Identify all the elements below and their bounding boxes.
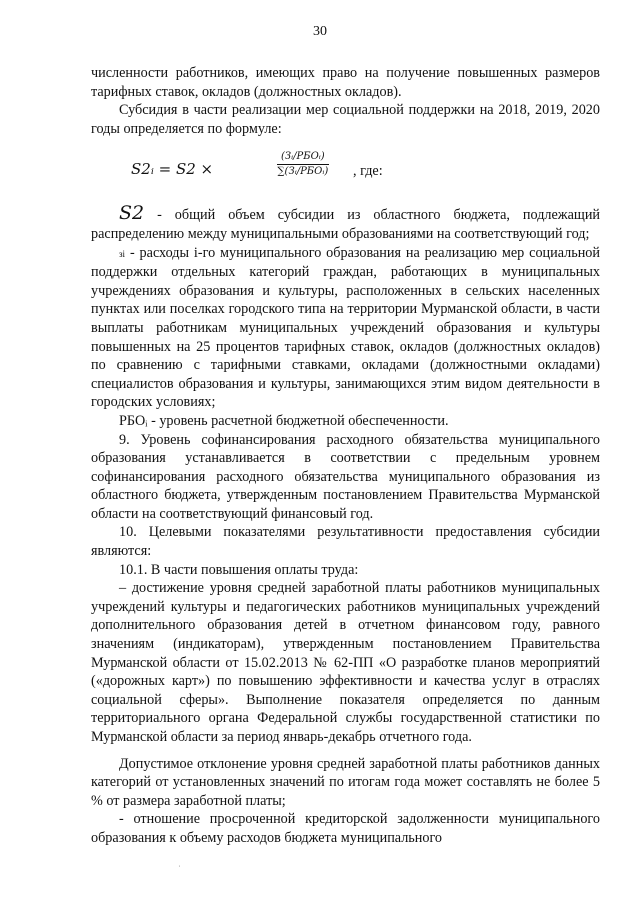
stray-mark: ˙ (178, 864, 181, 873)
paragraph-9: 9. Уровень софинансирования расходного обязательства муниципального образования устанавливается в соответствии с предельным уровнем софинансирования расходного обязательства муниципального образования из областного бюджета, утвержденным постановлением Правительства Мурманской области на соответствующий финансовый год. (91, 431, 600, 522)
symbol-rbo: РБОᵢ (119, 412, 148, 429)
formula-denominator: ∑(Зᵢ/РБОᵢ) (277, 166, 329, 178)
definition-rbo (91, 412, 600, 431)
symbol-s2: S2 (119, 202, 145, 225)
paragraph-10: 10. Целевыми показателями результативности предоставления субсидии являются: (91, 524, 600, 560)
paragraph-deviation: Допустимое отклонение уровня средней заработной платы работников данных категорий от установленных значений по итогам года может составлять не более 5 % от размера заработной платы; (91, 755, 600, 809)
paragraph-10-1: 10.1. В части повышения оплаты труда: (119, 561, 359, 578)
page-number: 30 (313, 24, 327, 39)
document-body (91, 64, 600, 848)
formula (91, 148, 600, 192)
formula-numerator: (Зᵢ/РБОᵢ) (277, 150, 329, 165)
paragraph-ratio: - отношение просроченной кредиторской задолженности муниципального образования к объему расходов бюджета муниципального (91, 811, 600, 846)
definition-s2-text: - общий объем субсидии из областного бюджета, подлежащий распределению между муниципальными образованиями на соответствующий год; (91, 207, 600, 242)
formula-lhs: S2ᵢ = S2 × (131, 160, 214, 179)
definition-zi (91, 244, 600, 412)
formula-tail: , где: (353, 163, 383, 180)
definition-s2 (91, 204, 600, 243)
definition-zi-text: - расходы i-го муниципального образования на реализацию мер социальной поддержки отдельных категорий граждан, работающих в муниципальных учреждениях образования и культуры, расположенных в сельских населенных пунктах или поселках городского типа на территории Мурманской области, в части выплаты работникам муниципальных учреждений образования и культуры повышенных на 25 процентов тарифных ставок, окладов (должностных окладов) по сравнению с тарифными ставками, окладами (должностными окладами) специалистов образования и культуры, занимающихся этим видом деятельности в городских условиях; (91, 244, 600, 411)
formula-fraction (277, 150, 329, 179)
paragraph-continuation: численности работников, имеющих право на получение повышенных размеров тарифных ставок, окладов (должностных окладов). (91, 65, 600, 100)
definition-rbo-text: - уровень расчетной бюджетной обеспеченности. (147, 412, 449, 429)
paragraph-10-1-item: – достижение уровня средней заработной платы работников муниципальных учреждений культуры и педагогических работников муниципальных учреждений дополнительного образования детей в отчетном финансовом году, равного значениям (индикаторам), утвержденным постановлением Правительства Мурманской области от 15.02.2013 № 62-ПП «О разработке планов мероприятий («дорожных карт») по повышению эффективности и качества услуг в отраслях социальной сферы». Выполнение показателя определяется по данным территориального органа Федеральной службы государственной статистики по Мурманской области за период январь-декабрь отчетного года. (91, 580, 600, 745)
paragraph-subsidy-formula-intro: Субсидия в части реализации мер социальной поддержки на 2018, 2019, 2020 годы определяется по формуле: (91, 102, 600, 137)
symbol-zi: зi (119, 248, 126, 259)
